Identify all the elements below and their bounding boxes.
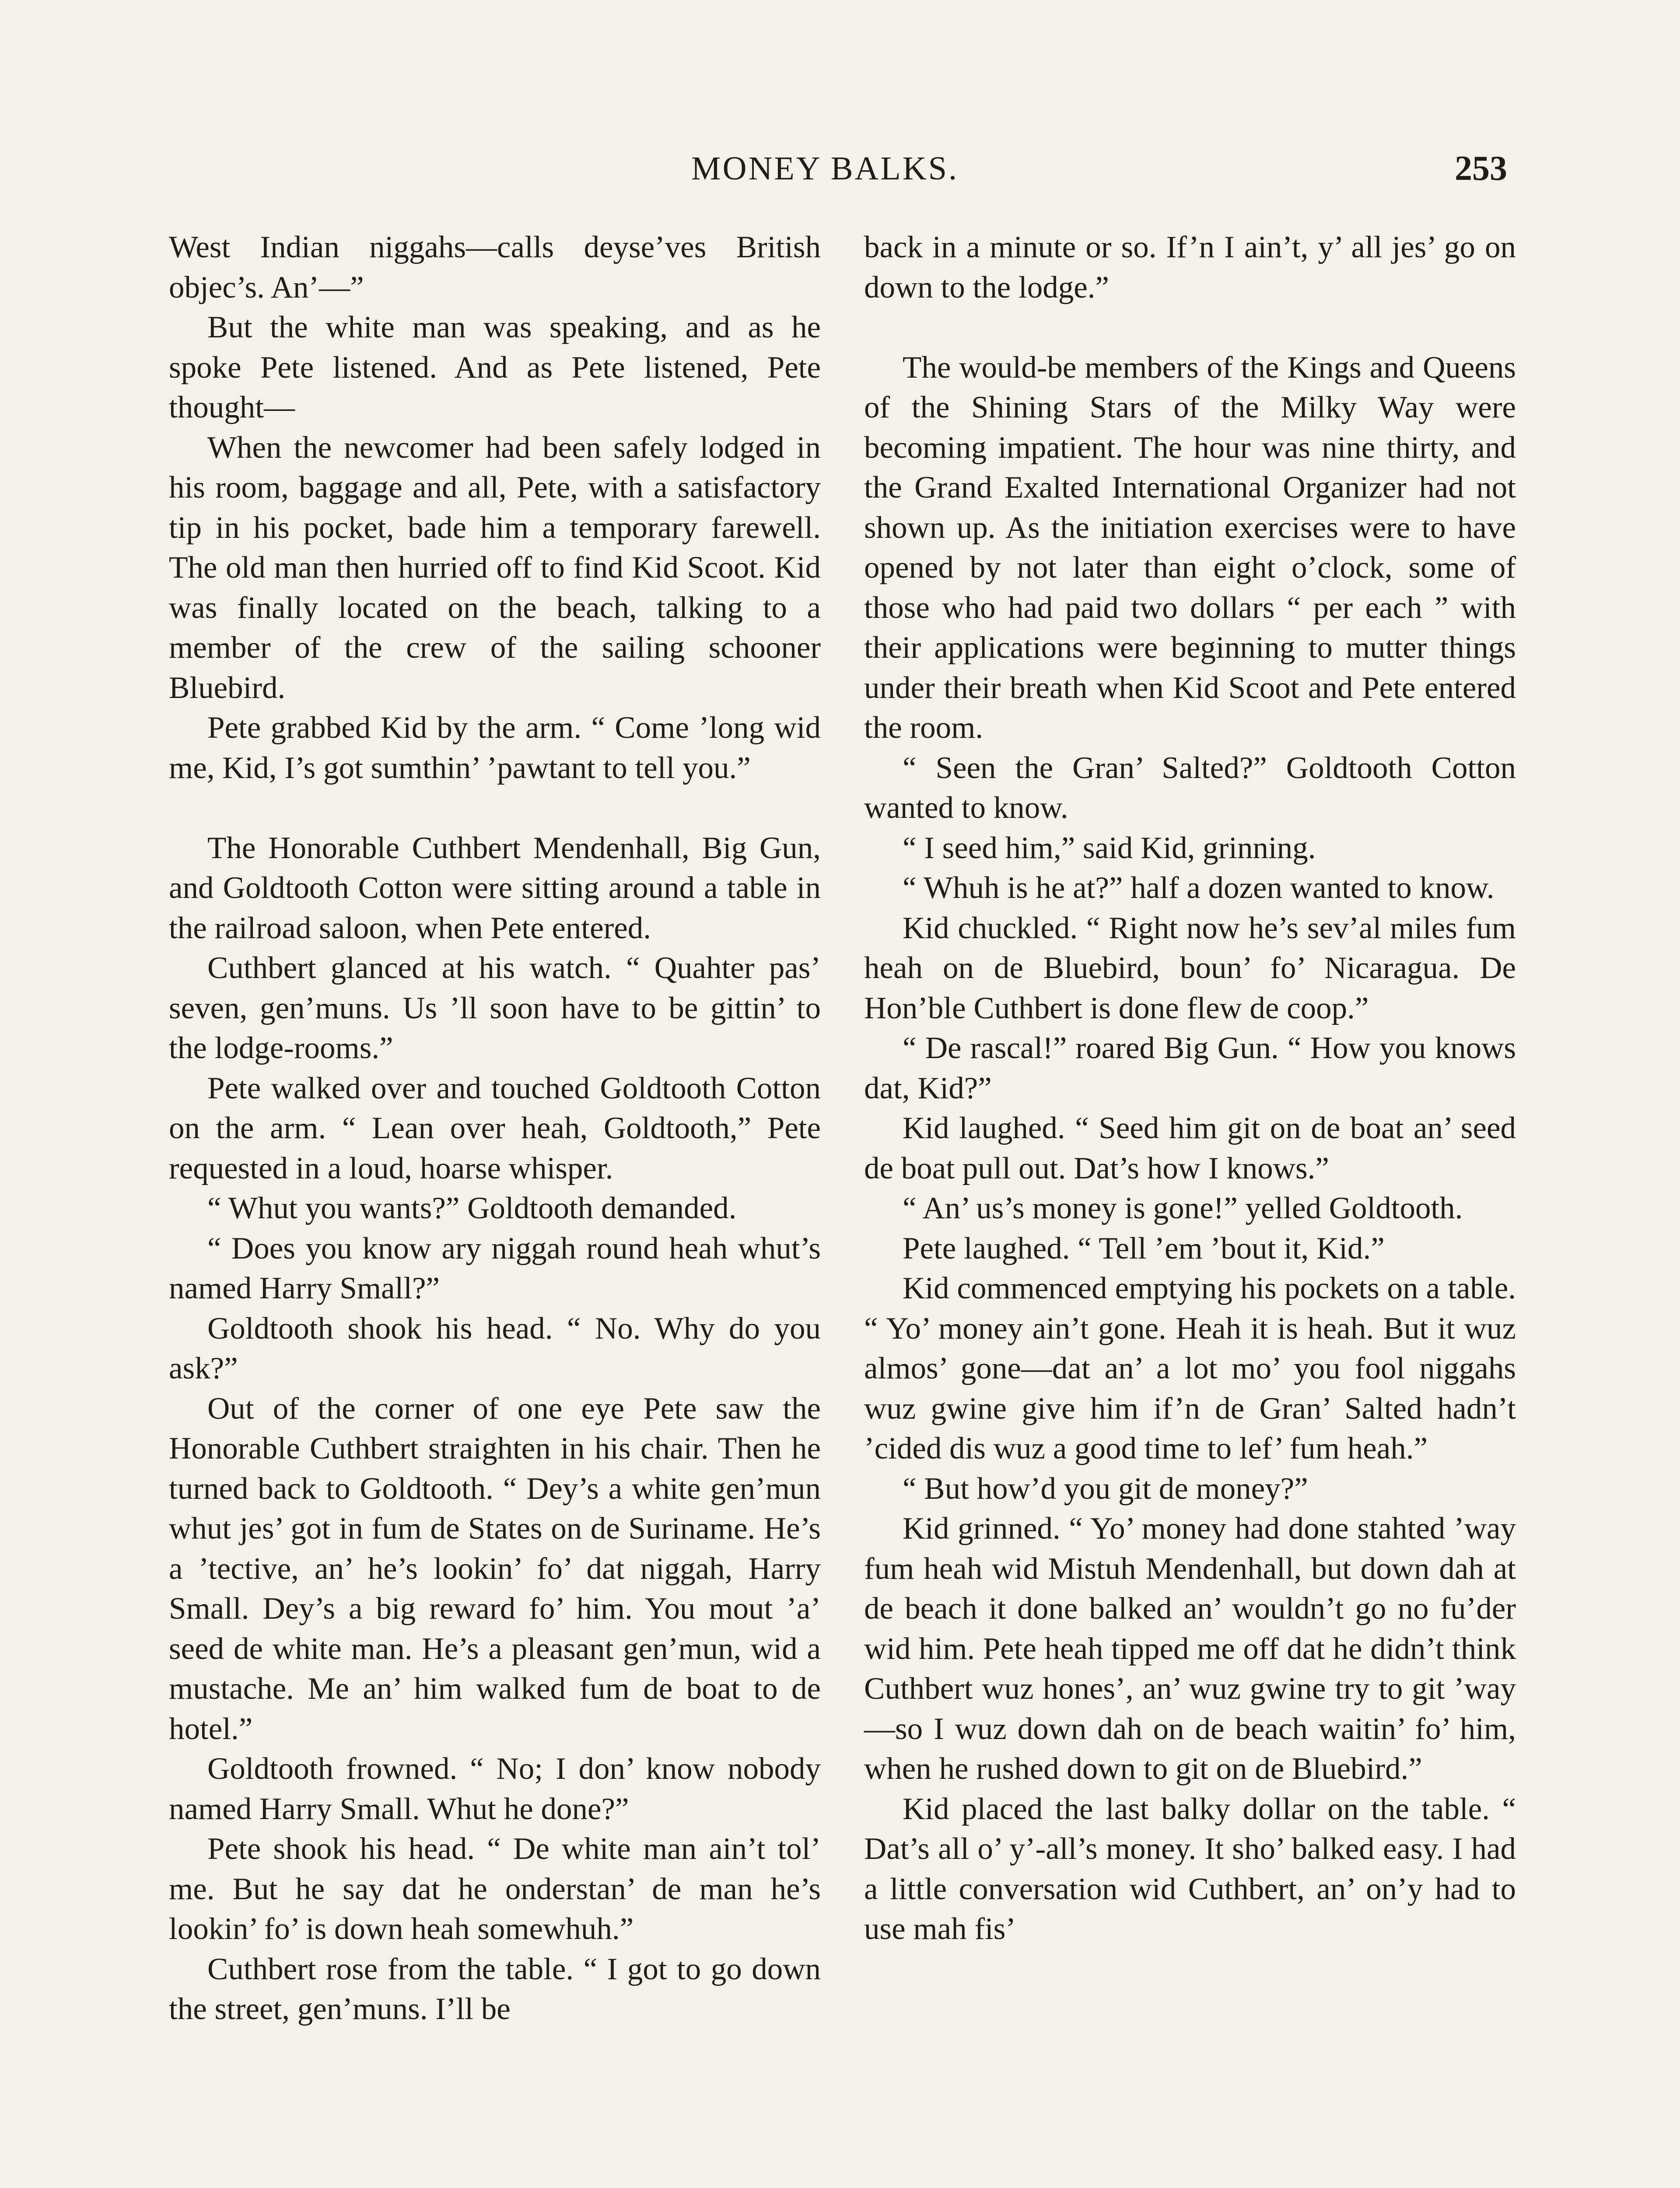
paragraph: Pete walked over and touched Goldtooth Cotton on the arm. “ Lean over heah, Goldtooth,” Pete requested in a loud, hoarse whisper. xyxy=(169,1071,821,1185)
paragraph: But the white man was speaking, and as he spoke Pete listened. And as Pete listened, Pete thought— xyxy=(169,310,821,424)
paragraph: Kid chuckled. “ Right now he’s sev’al miles fum heah on de Bluebird, boun’ fo’ Nicaragua. De Hon’ble Cuthbert is done flew de coop.” xyxy=(864,911,1516,1025)
paragraph: “ Does you know ary niggah round heah whut’s named Harry Small?” xyxy=(169,1231,821,1305)
paragraph: “ Whut you wants?” Goldtooth demanded. xyxy=(207,1191,737,1225)
paragraph: Kid laughed. “ Seed him git on de boat an’ seed de boat pull out. Dat’s how I knows.” xyxy=(864,1111,1516,1185)
running-head xyxy=(0,144,1680,197)
paragraph: The Honorable Cuthbert Mendenhall, Big Gun, and Goldtooth Cotton were sitting around a table in the railroad saloon, when Pete entered. xyxy=(169,831,821,945)
running-title: MONEY BALKS. xyxy=(691,150,959,187)
paragraph: “ An’ us’s money is gone!” yelled Goldtooth. xyxy=(903,1191,1463,1225)
paragraph: Goldtooth shook his head. “ No. Why do you ask?” xyxy=(169,1311,821,1385)
paragraph: Goldtooth frowned. “ No; I don’ know nobody named Harry Small. Whut he done?” xyxy=(169,1752,821,1826)
paragraph: Pete laughed. “ Tell ’em ’bout it, Kid.” xyxy=(903,1231,1385,1266)
left-column xyxy=(169,228,821,2030)
paragraph: “ I seed him,” said Kid, grinning. xyxy=(903,831,1316,865)
paragraph: The would-be members of the Kings and Queens of the Shining Stars of the Milky Way were becoming impatient. The hour was nine thirty, and the Grand Exalted International Organizer had not shown up. As the initiation exercises were to have opened by not later than eight o’clock, some of those who had paid two dollars “ per each ” with their applications were beginning to mutter things under their breath when Kid Scoot and Pete entered the room. xyxy=(864,350,1516,745)
paragraph: Pete grabbed Kid by the arm. “ Come ’long wid me, Kid, I’s got sumthin’ ’pawtant to tell you.” xyxy=(169,711,821,785)
paragraph: Kid grinned. “ Yo’ money had done stahted ’way fum heah wid Mistuh Mendenhall, but down dah at de beach it done balked an’ wouldn’t go no fu’der wid him. Pete heah tipped me off dat he didn’t think Cuthbert wuz hones’, an’ wuz gwine try to git ’way—so I wuz down dah on de beach waitin’ fo’ him, when he rushed down to git on de Bluebird.” xyxy=(864,1511,1516,1786)
paragraph: Kid placed the last balky dollar on the table. “ Dat’s all o’ y’-all’s money. It sho’ balked easy. I had a little conversation wid Cuthbert, an’ on’y had to use mah fis’ xyxy=(864,1792,1516,1946)
paragraph: Pete shook his head. “ De white man ain’t tol’ me. But he say dat he onderstan’ de man he’s lookin’ fo’ is down heah somewhuh.” xyxy=(169,1832,821,1946)
paragraph: “ Whuh is he at?” half a dozen wanted to know. xyxy=(903,871,1494,905)
paragraph: Kid commenced emptying his pockets on a table. “ Yo’ money ain’t gone. Heah it is heah. But it wuz almos’ gone—dat an’ a lot mo’ you fool niggahs wuz gwine give him if’n de Gran’ Salted hadn’t ’cided dis wuz a good time to lef’ fum heah.” xyxy=(864,1271,1516,1466)
right-column xyxy=(864,228,1516,1950)
page-number: 253 xyxy=(1455,149,1507,188)
paragraph: West Indian niggahs—calls deyse’ves British objec’s. An’—” xyxy=(169,230,821,305)
paragraph: “ But how’d you git de money?” xyxy=(903,1471,1308,1506)
paragraph: “ Seen the Gran’ Salted?” Goldtooth Cotton wanted to know. xyxy=(864,750,1516,825)
paragraph: back in a minute or so. If’n I ain’t, y’ all jes’ go on down to the lodge.” xyxy=(864,230,1516,305)
paragraph: “ De rascal!” roared Big Gun. “ How you knows dat, Kid?” xyxy=(864,1031,1516,1105)
paragraph: When the newcomer had been safely lodged in his room, baggage and all, Pete, with a satisfactory tip in his pocket, bade him a temporary farewell. The old man then hurried off to find Kid Scoot. Kid was finally located on the beach, talking to a member of the crew of the sailing schooner Bluebird. xyxy=(169,430,821,705)
paragraph: Cuthbert glanced at his watch. “ Quahter pas’ seven, gen’muns. Us ’ll soon have to be gittin’ to the lodge-rooms.” xyxy=(169,951,821,1065)
paragraph: Cuthbert rose from the table. “ I got to go down the street, gen’muns. I’ll be xyxy=(169,1952,821,2026)
paragraph: Out of the corner of one eye Pete saw the Honorable Cuthbert straighten in his chair. Then he turned back to Goldtooth. “ Dey’s a white gen’mun whut jes’ got in fum de States on de Suriname. He’s a ’tective, an’ he’s lookin’ fo’ dat niggah, Harry Small. Dey’s a big reward fo’ him. You mout ’a’ seed de white man. He’s a pleasant gen’mun, wid a mustache. Me an’ him walked fum de boat to de hotel.” xyxy=(169,1391,821,1746)
